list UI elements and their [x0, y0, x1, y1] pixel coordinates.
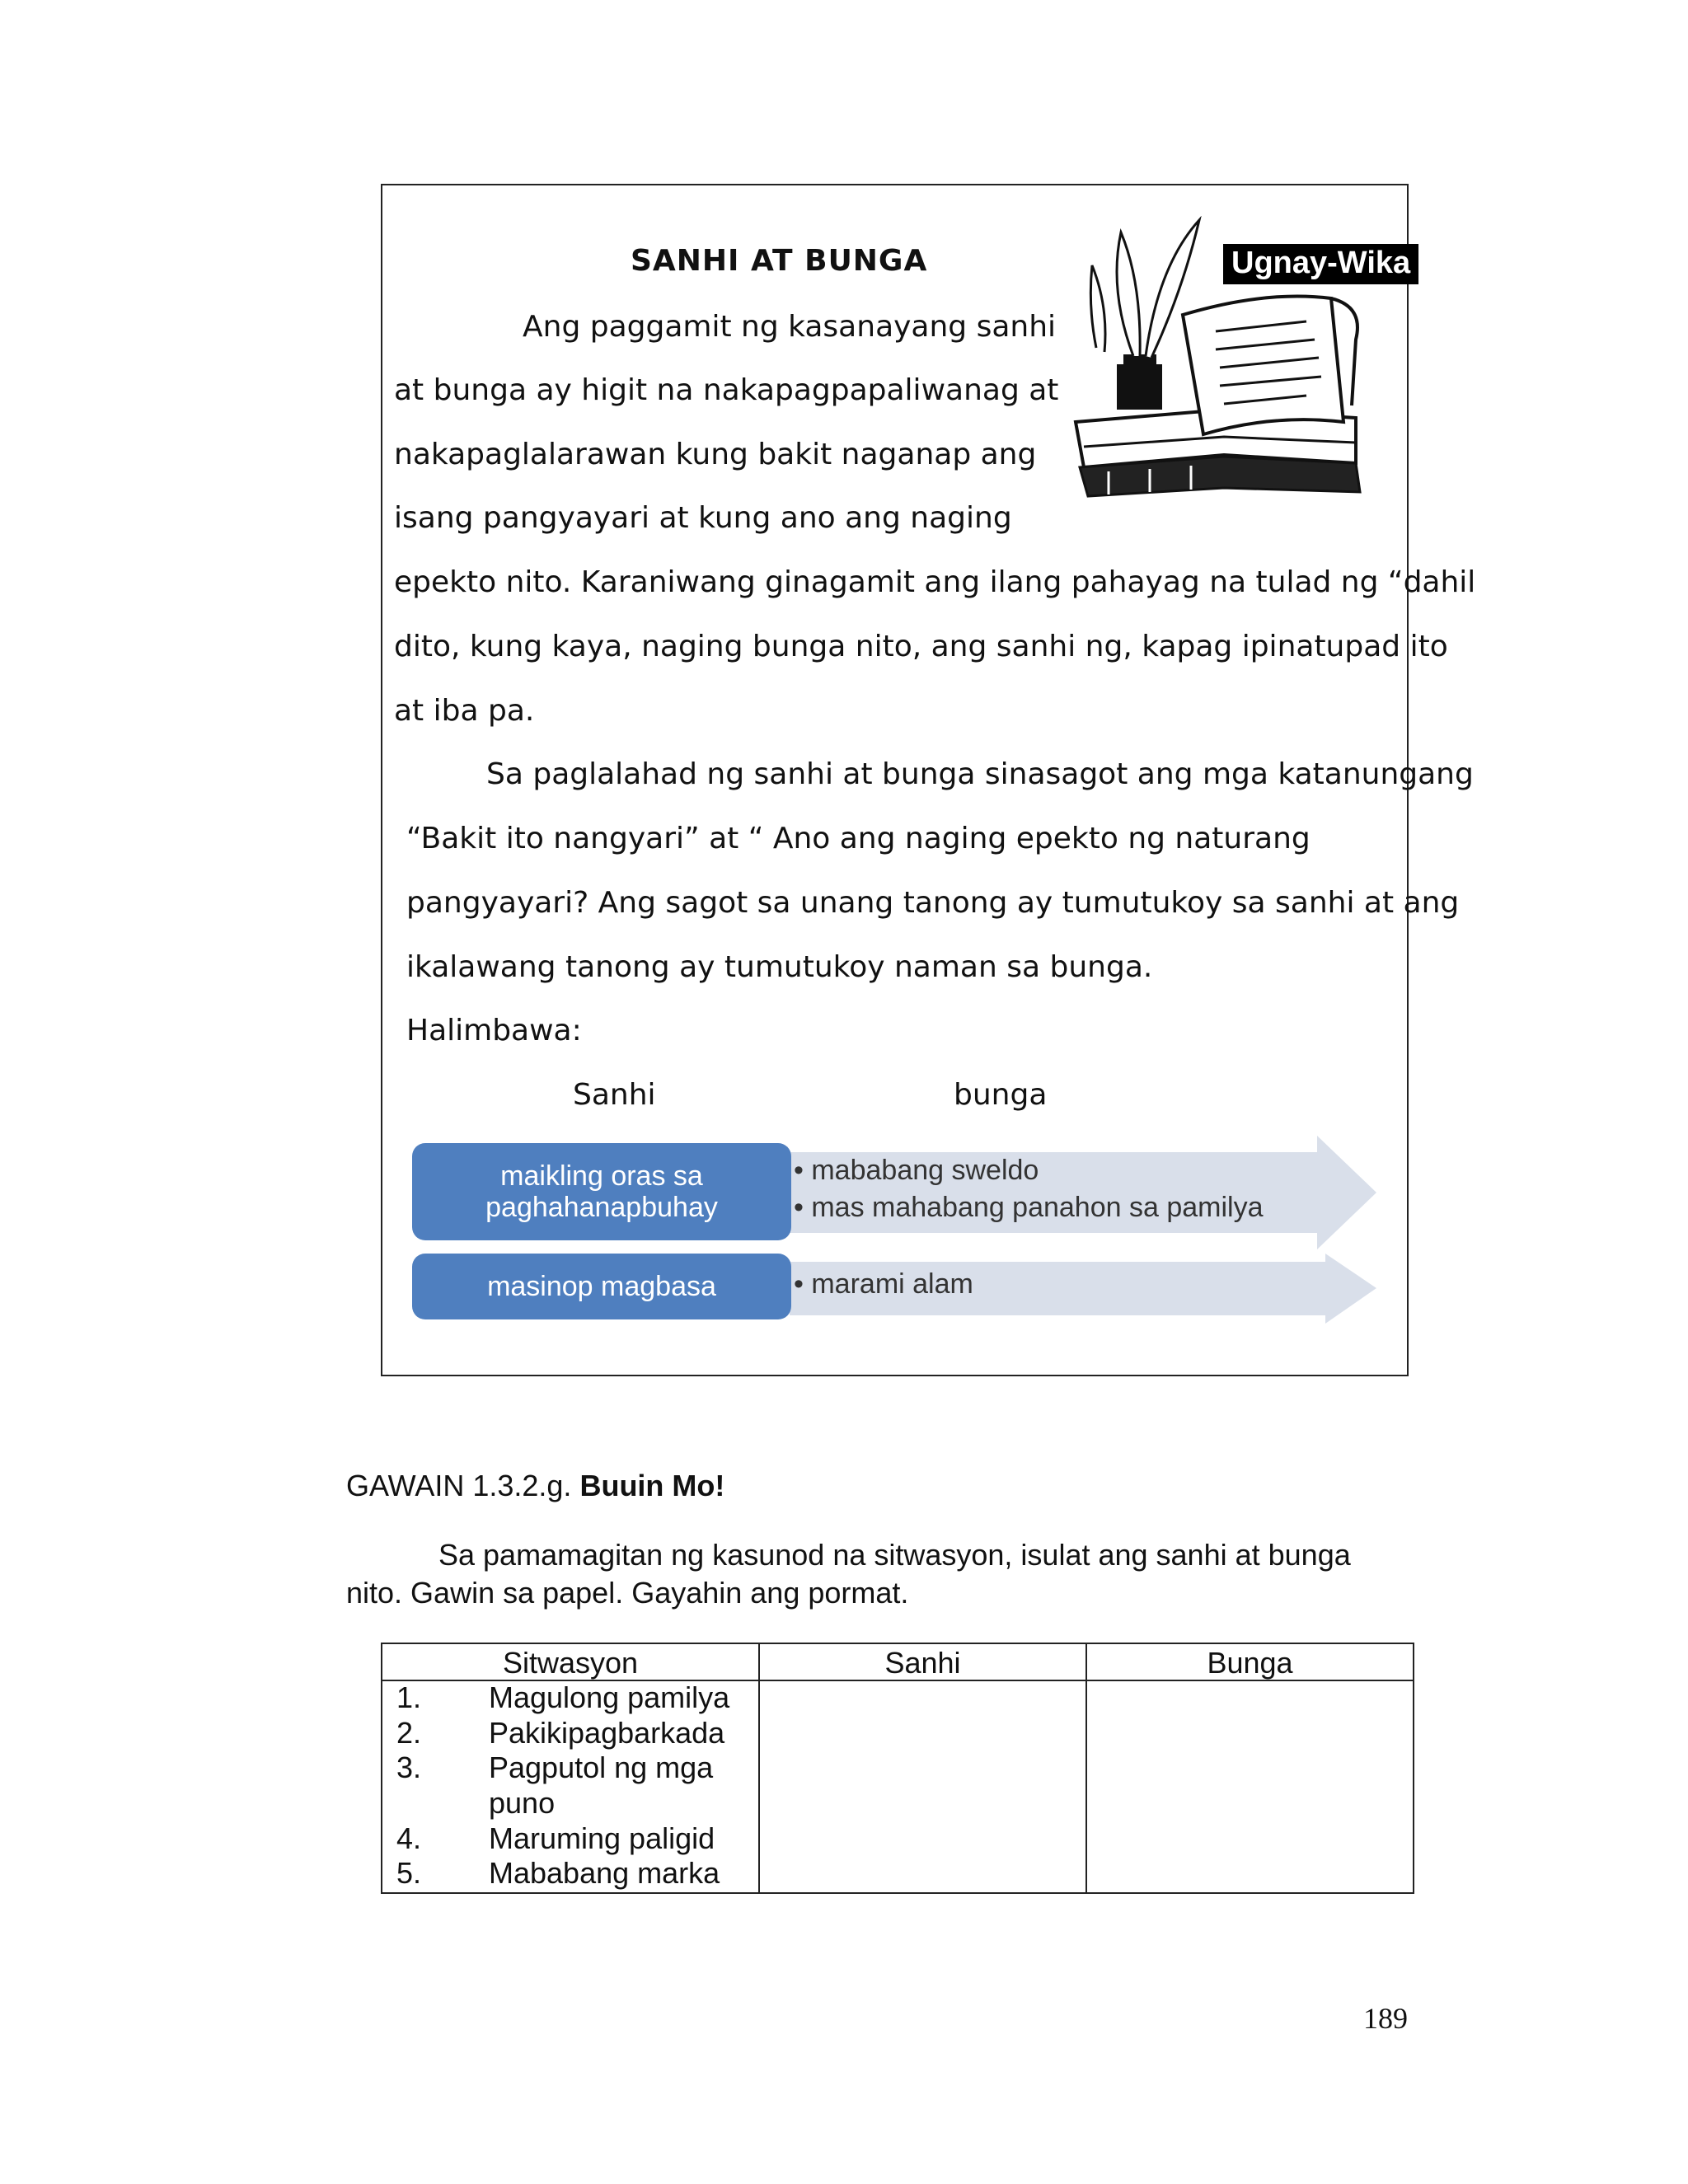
paragraph-line: Sa paglalahad ng sanhi at bunga sinasagot ang mga katanungang	[486, 757, 1474, 791]
paragraph-line: ikalawang tanong ay tumutukoy naman sa bunga.	[406, 950, 1153, 984]
effect-item: • marami alam	[794, 1268, 973, 1300]
activity-heading: GAWAIN 1.3.2.g. Buuin Mo!	[346, 1469, 725, 1502]
cause-text: masinop magbasa	[487, 1271, 716, 1302]
table-row: puno	[489, 1786, 556, 1820]
table-row: Pagputol ng mga	[489, 1750, 714, 1784]
paragraph-line: pangyayari? Ang sagot sa unang tanong ay tumutukoy sa sanhi at ang	[406, 886, 1460, 920]
table-header: Sanhi	[884, 1646, 961, 1680]
table-row: Maruming paligid	[489, 1821, 715, 1855]
item-number: 3.	[396, 1750, 422, 1784]
example-label: Halimbawa:	[406, 1014, 582, 1047]
paragraph-line: at iba pa.	[394, 694, 535, 728]
paragraph-line: at bunga ay higit na nakapagpapaliwanag at	[394, 373, 1059, 407]
paragraph-line: “Bakit ito nangyari” at “ Ano ang naging epekto ng naturang	[406, 822, 1311, 855]
paragraph-line: dito, kung kaya, naging bunga nito, ang sanhi ng, kapag ipinatupad ito	[394, 630, 1448, 663]
page-number: 189	[1363, 2002, 1408, 2035]
instruction-line: Sa pamamagitan ng kasunod na sitwasyon, isulat ang sanhi at bunga	[438, 1538, 1351, 1572]
instruction-line: nito. Gawin sa papel. Gayahin ang pormat.	[346, 1576, 909, 1610]
bunga-header: bunga	[954, 1078, 1048, 1112]
table-row: Pakikipagbarkada	[489, 1716, 725, 1750]
cause-text: paghahanapbuhay	[485, 1192, 718, 1223]
paragraph-line: nakapaglalarawan kung bakit naganap ang	[394, 438, 1037, 471]
item-number: 5.	[396, 1856, 422, 1890]
table-header: Sitwasyon	[502, 1646, 639, 1680]
sanhi-header: Sanhi	[573, 1078, 656, 1112]
situation-table	[381, 1643, 1414, 1894]
paragraph-line: Ang paggamit ng kasanayang sanhi	[523, 310, 1057, 344]
cause-box	[412, 1143, 791, 1240]
table-header: Bunga	[1207, 1646, 1293, 1680]
paragraph-line: isang pangyayari at kung ano ang naging	[394, 501, 1012, 535]
item-number: 1.	[396, 1680, 422, 1714]
item-number: 4.	[396, 1821, 422, 1855]
paragraph-line: epekto nito. Karaniwang ginagamit ang ilang pahayag na tulad ng “dahil	[394, 565, 1476, 599]
table-row: Magulong pamilya	[489, 1680, 730, 1714]
ugnay-wika-badge: Ugnay-Wika	[1223, 244, 1418, 284]
item-number: 2.	[396, 1716, 422, 1750]
cause-text: maikling oras sa	[500, 1160, 703, 1192]
section-title: SANHI AT BUNGA	[631, 244, 928, 278]
table-row: Mababang marka	[489, 1856, 720, 1890]
effect-item: • mas mahabang panahon sa pamilya	[794, 1192, 1264, 1223]
cause-box	[412, 1254, 791, 1319]
effect-item: • mababang sweldo	[794, 1155, 1039, 1186]
